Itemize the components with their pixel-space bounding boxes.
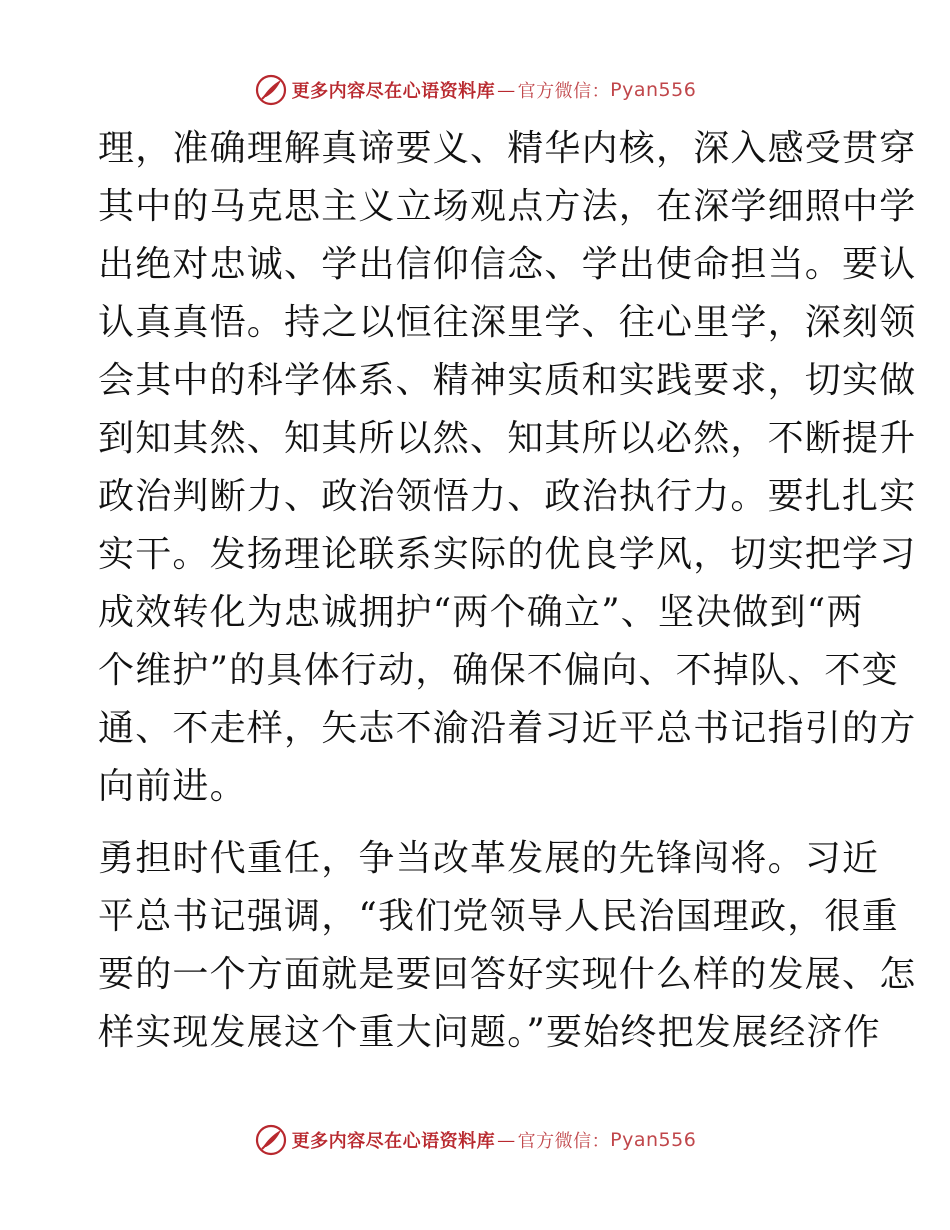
paragraph-1 — [98, 120, 917, 816]
text-line: 向前进。 — [98, 766, 247, 807]
text-line: 勇担时代重任，争当改革发展的先锋闯将。习近 — [98, 838, 880, 879]
quill-seal-icon — [254, 1123, 288, 1157]
banner-wechat-label: 官方微信： — [517, 1131, 611, 1152]
text-line: 要的一个方面就是要回答好实现什么样的发展、怎 — [98, 954, 917, 995]
banner-wechat-label: 官方微信： — [517, 81, 611, 102]
text-line: 理，准确理解真谛要义、精华内核，深入感受贯穿 — [98, 128, 917, 169]
paragraph-2 — [98, 830, 917, 1062]
footer-banner — [0, 1120, 950, 1160]
text-line: 样实现发展这个重大问题。”要始终把发展经济作 — [98, 1012, 881, 1053]
banner-brand-text: 更多内容尽在心语资料库 — [291, 81, 496, 102]
text-line: 通、不走样，矢志不渝沿着习近平总书记指引的方 — [98, 708, 917, 749]
text-line: 平总书记强调，“我们党领导人民治国理政，很重 — [98, 896, 899, 937]
document-body — [98, 120, 917, 1062]
text-line: 政治判断力、政治领悟力、政治执行力。要扎扎实 — [98, 476, 917, 517]
banner-brand-text: 更多内容尽在心语资料库 — [291, 1131, 496, 1152]
text-line: 实干。发扬理论联系实际的优良学风，切实把学习 — [98, 534, 917, 575]
banner-separator: — — [497, 1129, 516, 1151]
text-line: 成效转化为忠诚拥护“两个确立”、坚决做到“两 — [98, 592, 864, 633]
banner-separator: — — [497, 79, 516, 101]
banner-wechat-id: Pyan556 — [610, 79, 697, 101]
banner-wechat-id: Pyan556 — [610, 1129, 697, 1151]
header-banner — [0, 70, 950, 110]
text-line: 到知其然、知其所以然、知其所以必然，不断提升 — [98, 418, 917, 459]
text-line: 会其中的科学体系、精神实质和实践要求，切实做 — [98, 360, 917, 401]
paragraph-gap — [98, 816, 858, 830]
quill-seal-icon — [254, 73, 288, 107]
text-line: 认真真悟。持之以恒往深里学、往心里学，深刻领 — [98, 302, 917, 343]
text-line: 其中的马克思主义立场观点方法，在深学细照中学 — [98, 186, 917, 227]
text-line: 个维护”的具体行动，确保不偏向、不掉队、不变 — [98, 650, 899, 691]
text-line: 出绝对忠诚、学出信仰信念、学出使命担当。要认 — [98, 244, 917, 285]
